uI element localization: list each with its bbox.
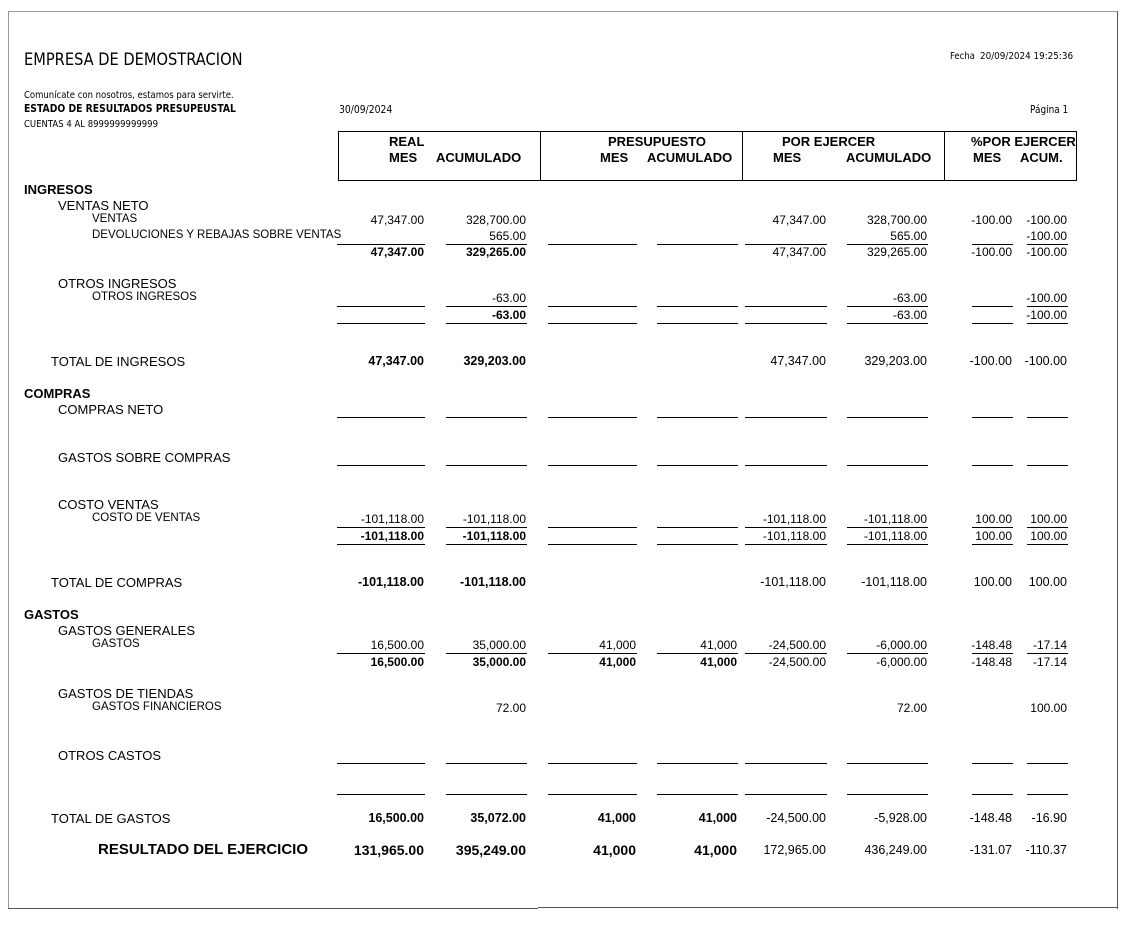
cell-real-acumulado: -63.00 [491, 308, 526, 322]
cell-por-ejercer-acumulado: -101,118.00 [863, 512, 927, 526]
cell-underline [847, 465, 928, 466]
row-label: GASTOS DE TIENDAS [58, 686, 194, 701]
cell-underline [1027, 794, 1068, 795]
cell-real-mes: 16,500.00 [370, 655, 424, 669]
fecha-label: Fecha [950, 51, 975, 62]
row-label: DEVOLUCIONES Y REBAJAS SOBRE VENTAS [92, 229, 342, 241]
header-presupuesto: PRESUPUESTO [608, 134, 707, 149]
cell-presupuesto-acumulado: 41,000 [700, 638, 737, 652]
cell-real-acumulado: -101,118.00 [459, 575, 526, 589]
cell-underline [337, 465, 425, 466]
row-label: RESULTADO DEL EJERCICIO [98, 841, 309, 858]
cell-pct-acum: -100.00 [1026, 229, 1067, 243]
cell-pct-acum: 100.00 [1030, 512, 1067, 526]
cell-pct-acum: 100.00 [1030, 701, 1067, 715]
cell-por-ejercer-acumulado: -6,000.00 [876, 655, 927, 669]
cell-underline [337, 794, 425, 795]
period-date: 30/09/2024 [339, 104, 393, 116]
cell-underline [337, 763, 425, 764]
cell-pct-mes: -148.48 [971, 655, 1012, 669]
cell-underline [337, 417, 425, 418]
cell-underline [745, 544, 827, 545]
page-number: Página 1 [1030, 104, 1069, 116]
cell-pct-mes: -100.00 [971, 213, 1012, 227]
cell-por-ejercer-mes: 47,347.00 [772, 245, 826, 259]
cell-por-ejercer-mes: -101,118.00 [762, 529, 826, 543]
cell-pct-acum: -16.90 [1031, 811, 1067, 825]
cell-underline [657, 306, 738, 307]
cell-underline [337, 653, 425, 654]
cell-presupuesto-mes: 41,000 [599, 655, 636, 669]
cell-por-ejercer-acumulado: 329,203.00 [864, 354, 927, 368]
cell-pct-acum: -110.37 [1025, 843, 1067, 857]
cell-real-mes: 131,965.00 [353, 842, 424, 858]
row-label: COMPRAS [24, 386, 91, 401]
cell-pct-acum: -100.00 [1026, 213, 1067, 227]
header-real: REAL [389, 134, 425, 149]
cell-por-ejercer-mes: -24,500.00 [766, 811, 826, 825]
cell-underline [337, 306, 425, 307]
row-label: VENTAS [92, 213, 138, 225]
cell-underline [548, 527, 637, 528]
cell-underline [657, 417, 738, 418]
cell-presupuesto-acumulado: 41,000 [698, 811, 737, 825]
cell-por-ejercer-acumulado: 72.00 [896, 701, 927, 715]
cell-por-ejercer-acumulado: -63.00 [892, 308, 927, 322]
cell-real-mes: -101,118.00 [357, 575, 424, 589]
cell-por-ejercer-mes: 47,347.00 [772, 213, 826, 227]
cell-por-ejercer-mes: 172,965.00 [763, 843, 826, 857]
cell-underline [548, 417, 637, 418]
row-label: GASTOS GENERALES [58, 623, 196, 638]
cell-underline [745, 763, 827, 764]
cell-por-ejercer-acumulado: -101,118.00 [863, 529, 927, 543]
cell-real-acumulado: 35,000.00 [472, 655, 526, 669]
cell-underline [446, 323, 527, 324]
tagline: Comunícate con nosotros, estamos para servirte. [24, 90, 234, 101]
cell-pct-acum: 100.00 [1030, 529, 1067, 543]
cell-underline [337, 323, 425, 324]
row-label: VENTAS NETO [58, 198, 149, 213]
cell-underline [548, 306, 637, 307]
cell-real-mes: 16,500.00 [368, 811, 424, 825]
cell-underline [745, 323, 827, 324]
row-label: OTROS CASTOS [58, 748, 162, 763]
cell-underline [337, 527, 425, 528]
cell-underline [745, 527, 827, 528]
cell-underline [548, 653, 637, 654]
cell-underline [972, 653, 1013, 654]
cell-underline [847, 763, 928, 764]
cell-underline [548, 763, 637, 764]
cell-real-mes: -101,118.00 [360, 512, 424, 526]
cell-pct-acum: -17.14 [1032, 655, 1067, 669]
cell-underline [1027, 763, 1068, 764]
row-label: OTROS INGRESOS [92, 291, 197, 303]
row-label: GASTOS [24, 607, 79, 622]
page-bottom-edge-right [538, 907, 1117, 908]
cell-underline [548, 244, 637, 245]
cell-underline [847, 323, 928, 324]
cell-pct-mes: 100.00 [973, 575, 1012, 589]
cell-underline [972, 794, 1013, 795]
row-label: INGRESOS [24, 182, 93, 197]
cell-real-mes: 47,347.00 [370, 213, 424, 227]
cell-underline [847, 527, 928, 528]
cell-underline [972, 306, 1013, 307]
cell-por-ejercer-mes: 47,347.00 [770, 354, 826, 368]
cell-underline [1027, 323, 1068, 324]
cell-pct-acum: -100.00 [1026, 291, 1067, 305]
company-name: EMPRESA DE DEMOSTRACION [24, 50, 243, 70]
cell-underline [337, 544, 425, 545]
row-label: TOTAL DE INGRESOS [51, 354, 186, 369]
row-label: TOTAL DE COMPRAS [51, 575, 183, 590]
cell-pct-mes: -100.00 [969, 354, 1012, 368]
cell-pct-mes: -148.48 [971, 638, 1012, 652]
column-divider-1 [540, 131, 541, 180]
cell-real-acumulado: 35,072.00 [470, 811, 526, 825]
cell-pct-acum: 100.00 [1028, 575, 1067, 589]
cell-real-acumulado: -63.00 [491, 291, 526, 305]
cell-real-acumulado: -101,118.00 [462, 512, 526, 526]
cell-por-ejercer-acumulado: -101,118.00 [861, 575, 927, 589]
cell-por-ejercer-acumulado: 329,265.00 [866, 245, 927, 259]
cell-underline [446, 465, 527, 466]
cell-por-ejercer-mes: -24,500.00 [768, 638, 826, 652]
accounts-range: CUENTAS 4 AL 8999999999999 [24, 119, 159, 130]
cell-presupuesto-acumulado: 41,000 [700, 655, 737, 669]
cell-underline [657, 323, 738, 324]
column-divider-3 [944, 131, 945, 180]
row-label: GASTOS [92, 638, 140, 650]
cell-underline [847, 794, 928, 795]
header-pct-por-ejercer: %POR EJERCER [971, 134, 1076, 149]
cell-underline [847, 544, 928, 545]
cell-por-ejercer-acumulado: 328,700.00 [866, 213, 927, 227]
cell-underline [1027, 306, 1068, 307]
cell-real-mes: -101,118.00 [360, 529, 424, 543]
cell-underline [446, 763, 527, 764]
cell-underline [657, 465, 738, 466]
cell-underline [847, 306, 928, 307]
row-label: GASTOS FINANCIEROS [92, 701, 222, 713]
cell-real-acumulado: 329,265.00 [465, 245, 526, 259]
row-label: COSTO VENTAS [58, 497, 159, 512]
cell-underline [1027, 527, 1068, 528]
cell-por-ejercer-acumulado: 565.00 [890, 229, 927, 243]
header-pres-acumulado: ACUMULADO [647, 150, 733, 165]
cell-underline [745, 417, 827, 418]
cell-presupuesto-mes: 41,000 [599, 638, 636, 652]
cell-por-ejercer-acumulado: -6,000.00 [876, 638, 927, 652]
cell-underline [972, 544, 1013, 545]
header-pe-acumulado: ACUMULADO [846, 150, 932, 165]
cell-underline [1027, 417, 1068, 418]
cell-underline [657, 544, 738, 545]
cell-por-ejercer-acumulado: -63.00 [892, 291, 927, 305]
header-por-ejercer: POR EJERCER [782, 134, 876, 149]
row-label: COSTO DE VENTAS [92, 512, 201, 524]
cell-underline [446, 544, 527, 545]
cell-underline [657, 527, 738, 528]
cell-por-ejercer-mes: -101,118.00 [762, 512, 826, 526]
cell-underline [745, 306, 827, 307]
cell-underline [972, 527, 1013, 528]
header-pres-mes: MES [600, 150, 629, 165]
cell-underline [847, 417, 928, 418]
cell-underline [548, 323, 637, 324]
cell-underline [657, 244, 738, 245]
cell-underline [446, 306, 527, 307]
cell-underline [1027, 653, 1068, 654]
cell-real-acumulado: 328,700.00 [465, 213, 526, 227]
page-bottom-edge-left [8, 908, 538, 909]
cell-underline [1027, 465, 1068, 466]
cell-por-ejercer-mes: -101,118.00 [760, 575, 826, 589]
cell-pct-acum: -17.14 [1032, 638, 1067, 652]
cell-underline [972, 323, 1013, 324]
cell-por-ejercer-acumulado: -5,928.00 [874, 811, 927, 825]
cell-underline [548, 544, 637, 545]
cell-presupuesto-mes: 41,000 [593, 842, 636, 858]
cell-underline [745, 794, 827, 795]
cell-underline [657, 763, 738, 764]
cell-underline [657, 794, 738, 795]
cell-underline [446, 653, 527, 654]
header-pct-acum: ACUM. [1020, 150, 1063, 165]
cell-presupuesto-mes: 41,000 [597, 811, 636, 825]
cell-real-mes: 16,500.00 [370, 638, 424, 652]
cell-underline [657, 653, 738, 654]
cell-underline [446, 794, 527, 795]
cell-underline [972, 417, 1013, 418]
cell-por-ejercer-mes: -24,500.00 [768, 655, 826, 669]
cell-underline [745, 465, 827, 466]
cell-pct-mes: -148.48 [969, 811, 1012, 825]
cell-pct-mes: -131.07 [969, 843, 1012, 857]
header-real-acumulado: ACUMULADO [436, 150, 522, 165]
cell-underline [446, 417, 527, 418]
cell-real-mes: 47,347.00 [368, 354, 424, 368]
cell-pct-mes: 100.00 [975, 529, 1012, 543]
row-label: TOTAL DE GASTOS [51, 811, 171, 826]
cell-pct-acum: -100.00 [1024, 354, 1067, 368]
cell-underline [847, 653, 928, 654]
cell-real-acumulado: 329,203.00 [463, 354, 526, 368]
header-real-mes: MES [389, 150, 418, 165]
header-pct-mes: MES [973, 150, 1002, 165]
cell-underline [446, 527, 527, 528]
fecha-value: 20/09/2024 19:25:36 [980, 51, 1074, 62]
cell-underline [972, 763, 1013, 764]
row-label: GASTOS SOBRE COMPRAS [58, 450, 231, 465]
cell-real-acumulado: 395,249.00 [455, 842, 526, 858]
cell-real-acumulado: -101,118.00 [462, 529, 526, 543]
cell-real-acumulado: 35,000.00 [472, 638, 526, 652]
cell-real-mes: 47,347.00 [370, 245, 424, 259]
cell-real-acumulado: 72.00 [495, 701, 526, 715]
cell-underline [548, 794, 637, 795]
cell-pct-acum: -100.00 [1026, 245, 1067, 259]
cell-pct-mes: 100.00 [975, 512, 1012, 526]
cell-underline [972, 465, 1013, 466]
cell-underline [548, 465, 637, 466]
column-divider-2 [742, 131, 743, 180]
report-title: ESTADO DE RESULTADOS PRESUPEUSTAL [24, 103, 236, 115]
cell-pct-mes: -100.00 [971, 245, 1012, 259]
cell-real-acumulado: 565.00 [489, 229, 526, 243]
cell-underline [1027, 544, 1068, 545]
row-label: COMPRAS NETO [58, 402, 164, 417]
cell-por-ejercer-acumulado: 436,249.00 [864, 843, 927, 857]
cell-presupuesto-acumulado: 41,000 [694, 842, 737, 858]
cell-underline [745, 653, 827, 654]
header-pe-mes: MES [773, 150, 802, 165]
row-label: OTROS INGRESOS [58, 276, 177, 291]
cell-pct-acum: -100.00 [1026, 308, 1067, 322]
